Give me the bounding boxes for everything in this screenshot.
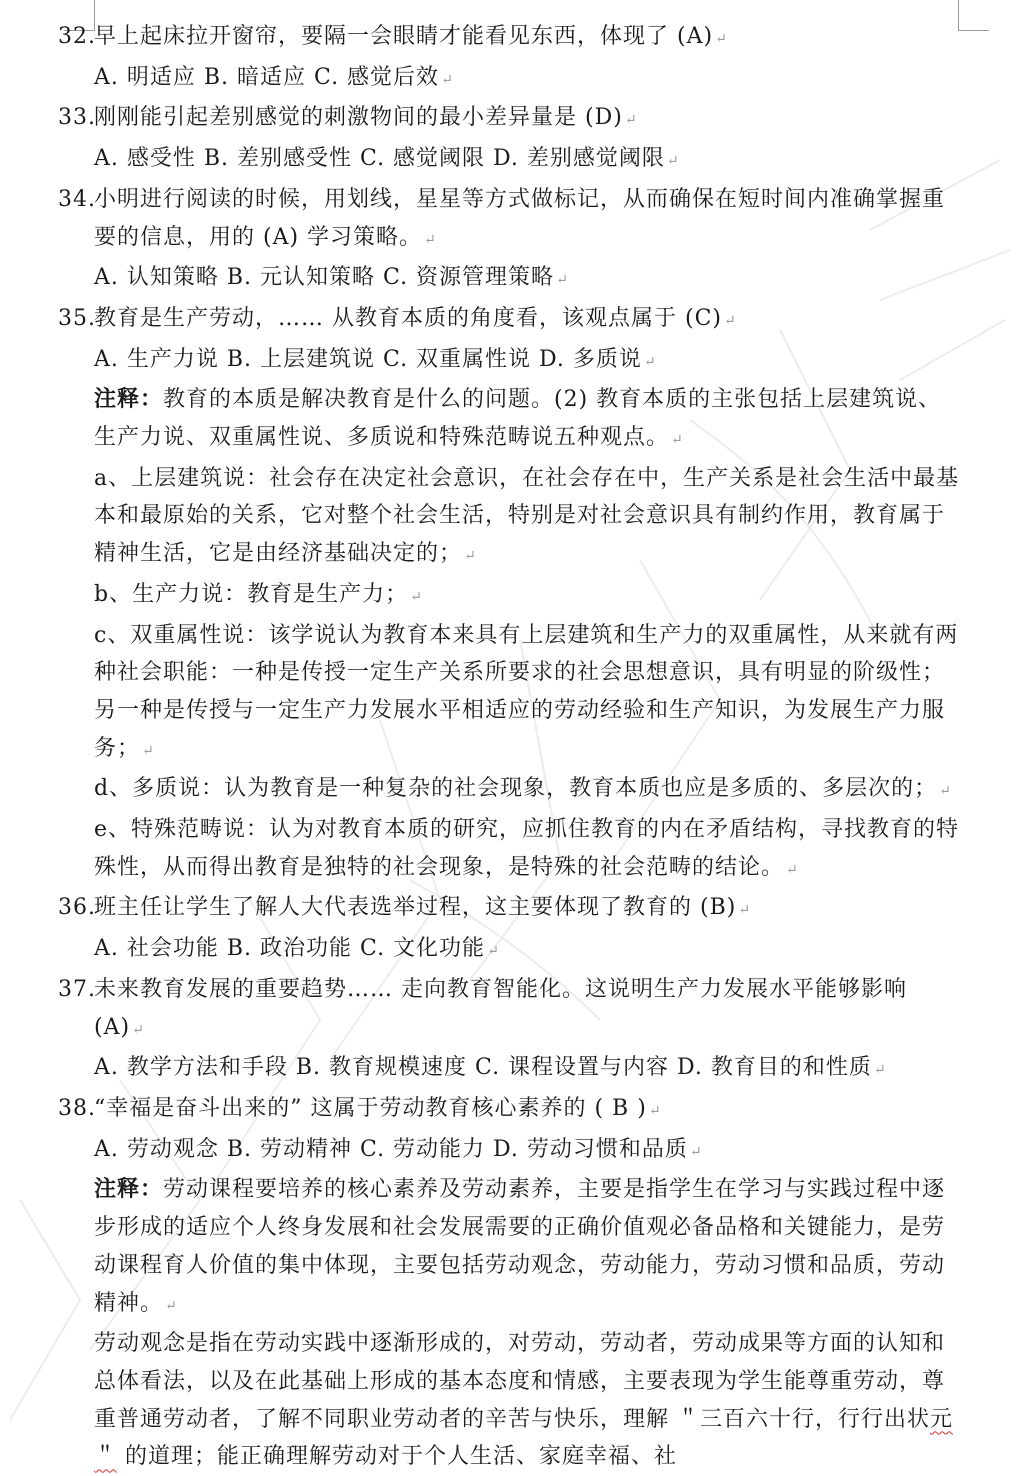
note-text: 劳动观念是指在劳动实践中逐渐形成的，对劳动，劳动者，劳动成果等方面的认知和总体看法，以及在此基础上形成的基本态度和情感，主要表现为学生能尊重劳动，尊重普通劳动者，了解不同职业劳动者的辛苦与快乐，理解 ＂三百六十行，行行出状 xyxy=(94,1331,946,1432)
note-text: 劳动课程要培养的核心素养及劳动素养，主要是指学生在学习与实践过程中逐步形成的适应个人终身发展和社会发展需要的正确价值观必备品格和关键能力，是劳动课程育人价值的集中体现，主要包括劳动观念，劳动能力，劳动习惯和品质，劳动精神。 xyxy=(94,1177,946,1316)
note-35-b xyxy=(94,576,963,617)
question-number: 32. xyxy=(58,24,96,49)
note-35-e xyxy=(94,811,963,889)
question-stem: “幸福是奋斗出来的” 这属于劳动教育核心素养的 ( B ) xyxy=(94,1095,647,1121)
paragraph-mark-icon: ↵ xyxy=(786,861,799,878)
note-38-labor-concept xyxy=(94,1325,963,1476)
question-stem: 刚刚能引起差别感觉的刺激物间的最小差异量是 (D) xyxy=(94,105,623,131)
paragraph-mark-icon: ↵ xyxy=(424,231,437,248)
question-number: 36. xyxy=(58,895,96,921)
spellcheck-squiggle: 元＂ xyxy=(94,1406,954,1470)
options-38 xyxy=(94,1131,963,1172)
note-35-d xyxy=(94,770,963,811)
paragraph-mark-icon: ↵ xyxy=(724,312,737,329)
paragraph-mark-icon: ↵ xyxy=(556,272,569,289)
paragraph-mark-icon: ↵ xyxy=(142,742,155,759)
options-text: A. 劳动观念 B. 劳动精神 C. 劳动能力 D. 劳动习惯和品质 xyxy=(94,1136,688,1162)
options-32 xyxy=(94,59,963,100)
note-text: b、生产力说：教育是生产力； xyxy=(94,581,409,607)
paragraph-mark-icon: ↵ xyxy=(464,548,477,565)
paragraph-mark-icon: ↵ xyxy=(939,783,952,800)
question-number: 34. xyxy=(58,186,96,212)
options-34 xyxy=(94,259,963,300)
options-33 xyxy=(94,140,963,181)
question-stem: 教育是生产劳动，…… 从教育本质的角度看，该观点属于 (C) xyxy=(94,305,722,331)
paragraph-mark-icon: ↵ xyxy=(671,432,684,449)
options-37 xyxy=(94,1049,963,1090)
note-35-intro xyxy=(94,381,963,459)
paragraph-mark-icon: ↵ xyxy=(715,31,728,47)
question-34 xyxy=(58,181,963,259)
options-text: A. 生产力说 B. 上层建筑说 C. 双重属性说 D. 多质说 xyxy=(94,346,642,372)
options-text: A. 明适应 B. 暗适应 C. 感觉后效 xyxy=(94,64,440,90)
question-38 xyxy=(58,1090,963,1131)
note-text: 的道理；能正确理解劳动对于个人生活、家庭幸福、社 xyxy=(117,1444,678,1470)
options-35 xyxy=(94,341,963,382)
options-text: A. 认知策略 B. 元认知策略 C. 资源管理策略 xyxy=(94,265,555,291)
note-text: a、上层建筑说：社会存在决定社会意识，在社会存在中，生产关系是社会生活中最基本和最原始的关系，它对整个社会生活，特别是对社会意识具有制约作用，教育属于精神生活，它是由经济基础决定的； xyxy=(94,465,960,567)
options-text: A. 教学方法和手段 B. 教育规模速度 C. 课程设置与内容 D. 教育目的和性质 xyxy=(94,1055,872,1081)
question-32 xyxy=(58,18,963,59)
question-number: 35. xyxy=(58,305,96,331)
question-number: 38. xyxy=(58,1095,96,1121)
note-35-c xyxy=(94,617,963,771)
paragraph-mark-icon: ↵ xyxy=(873,1062,887,1079)
question-stem: 小明进行阅读的时候，用划线，星星等方式做标记，从而确保在短时间内准确掌握重要的信息，用的 (A) 学习策略。 xyxy=(94,186,946,250)
note-38-intro xyxy=(94,1171,963,1325)
options-36 xyxy=(94,930,963,971)
paragraph-mark-icon: ↵ xyxy=(648,1102,662,1119)
question-35 xyxy=(58,300,963,341)
note-35-a xyxy=(94,460,963,576)
paragraph-mark-icon: ↵ xyxy=(132,1021,145,1038)
question-37 xyxy=(58,971,963,1049)
paragraph-mark-icon: ↵ xyxy=(487,943,500,960)
question-stem: 未来教育发展的重要趋势…… 走向教育智能化。这说明生产力发展水平能够影响 (A) xyxy=(94,976,907,1040)
question-stem: 班主任让学生了解人大代表选举过程，这主要体现了教育的 (B) xyxy=(94,895,737,921)
paragraph-mark-icon: ↵ xyxy=(643,353,657,370)
question-number: 33. xyxy=(58,105,96,131)
note-text: d、多质说：认为教育是一种复杂的社会现象，教育本质也应是多质的、多层次的； xyxy=(94,776,938,802)
note-label: 注释： xyxy=(94,386,164,413)
paragraph-mark-icon: ↵ xyxy=(441,71,454,88)
note-text: c、双重属性说：该学说认为教育本来具有上层建筑和生产力的双重属性，从来就有两种社会职能：一种是传授一定生产关系所要求的社会思想意识，具有明显的阶级性；另一种是传授与一定生产力发展水平相适应的劳动经验和生产知识，为发展生产力服务； xyxy=(94,622,959,761)
note-text: e、特殊范畴说：认为对教育本质的研究，应抓住教育的内在矛盾结构，寻找教育的特殊性，从而得出教育是独特的社会现象，是特殊的社会范畴的结论。 xyxy=(94,817,960,880)
note-text: 教育的本质是解决教育是什么的问题。(2) 教育本质的主张包括上层建筑说、生产力说、双重属性说、多质说和特殊范畴说五种观点。 xyxy=(94,387,942,451)
options-text: A. 感受性 B. 差别感受性 C. 感觉阈限 D. 差别感觉阈限 xyxy=(94,146,665,172)
paragraph-mark-icon: ↵ xyxy=(666,153,680,170)
paragraph-mark-icon: ↵ xyxy=(165,1297,178,1314)
paragraph-mark-icon: ↵ xyxy=(738,902,752,919)
question-number: 37. xyxy=(58,976,96,1002)
note-label: 注释： xyxy=(94,1176,164,1203)
paragraph-mark-icon: ↵ xyxy=(410,588,423,605)
options-text: A. 社会功能 B. 政治功能 C. 文化功能 xyxy=(94,936,486,962)
question-33 xyxy=(58,99,963,140)
paragraph-mark-icon: ↵ xyxy=(689,1143,703,1160)
paragraph-mark-icon: ↵ xyxy=(624,112,638,129)
question-stem: 早上起床拉开窗帘，要隔一会眼睛才能看见东西，体现了 (A) xyxy=(94,24,714,49)
question-36 xyxy=(58,889,963,930)
document-body xyxy=(58,18,963,1476)
